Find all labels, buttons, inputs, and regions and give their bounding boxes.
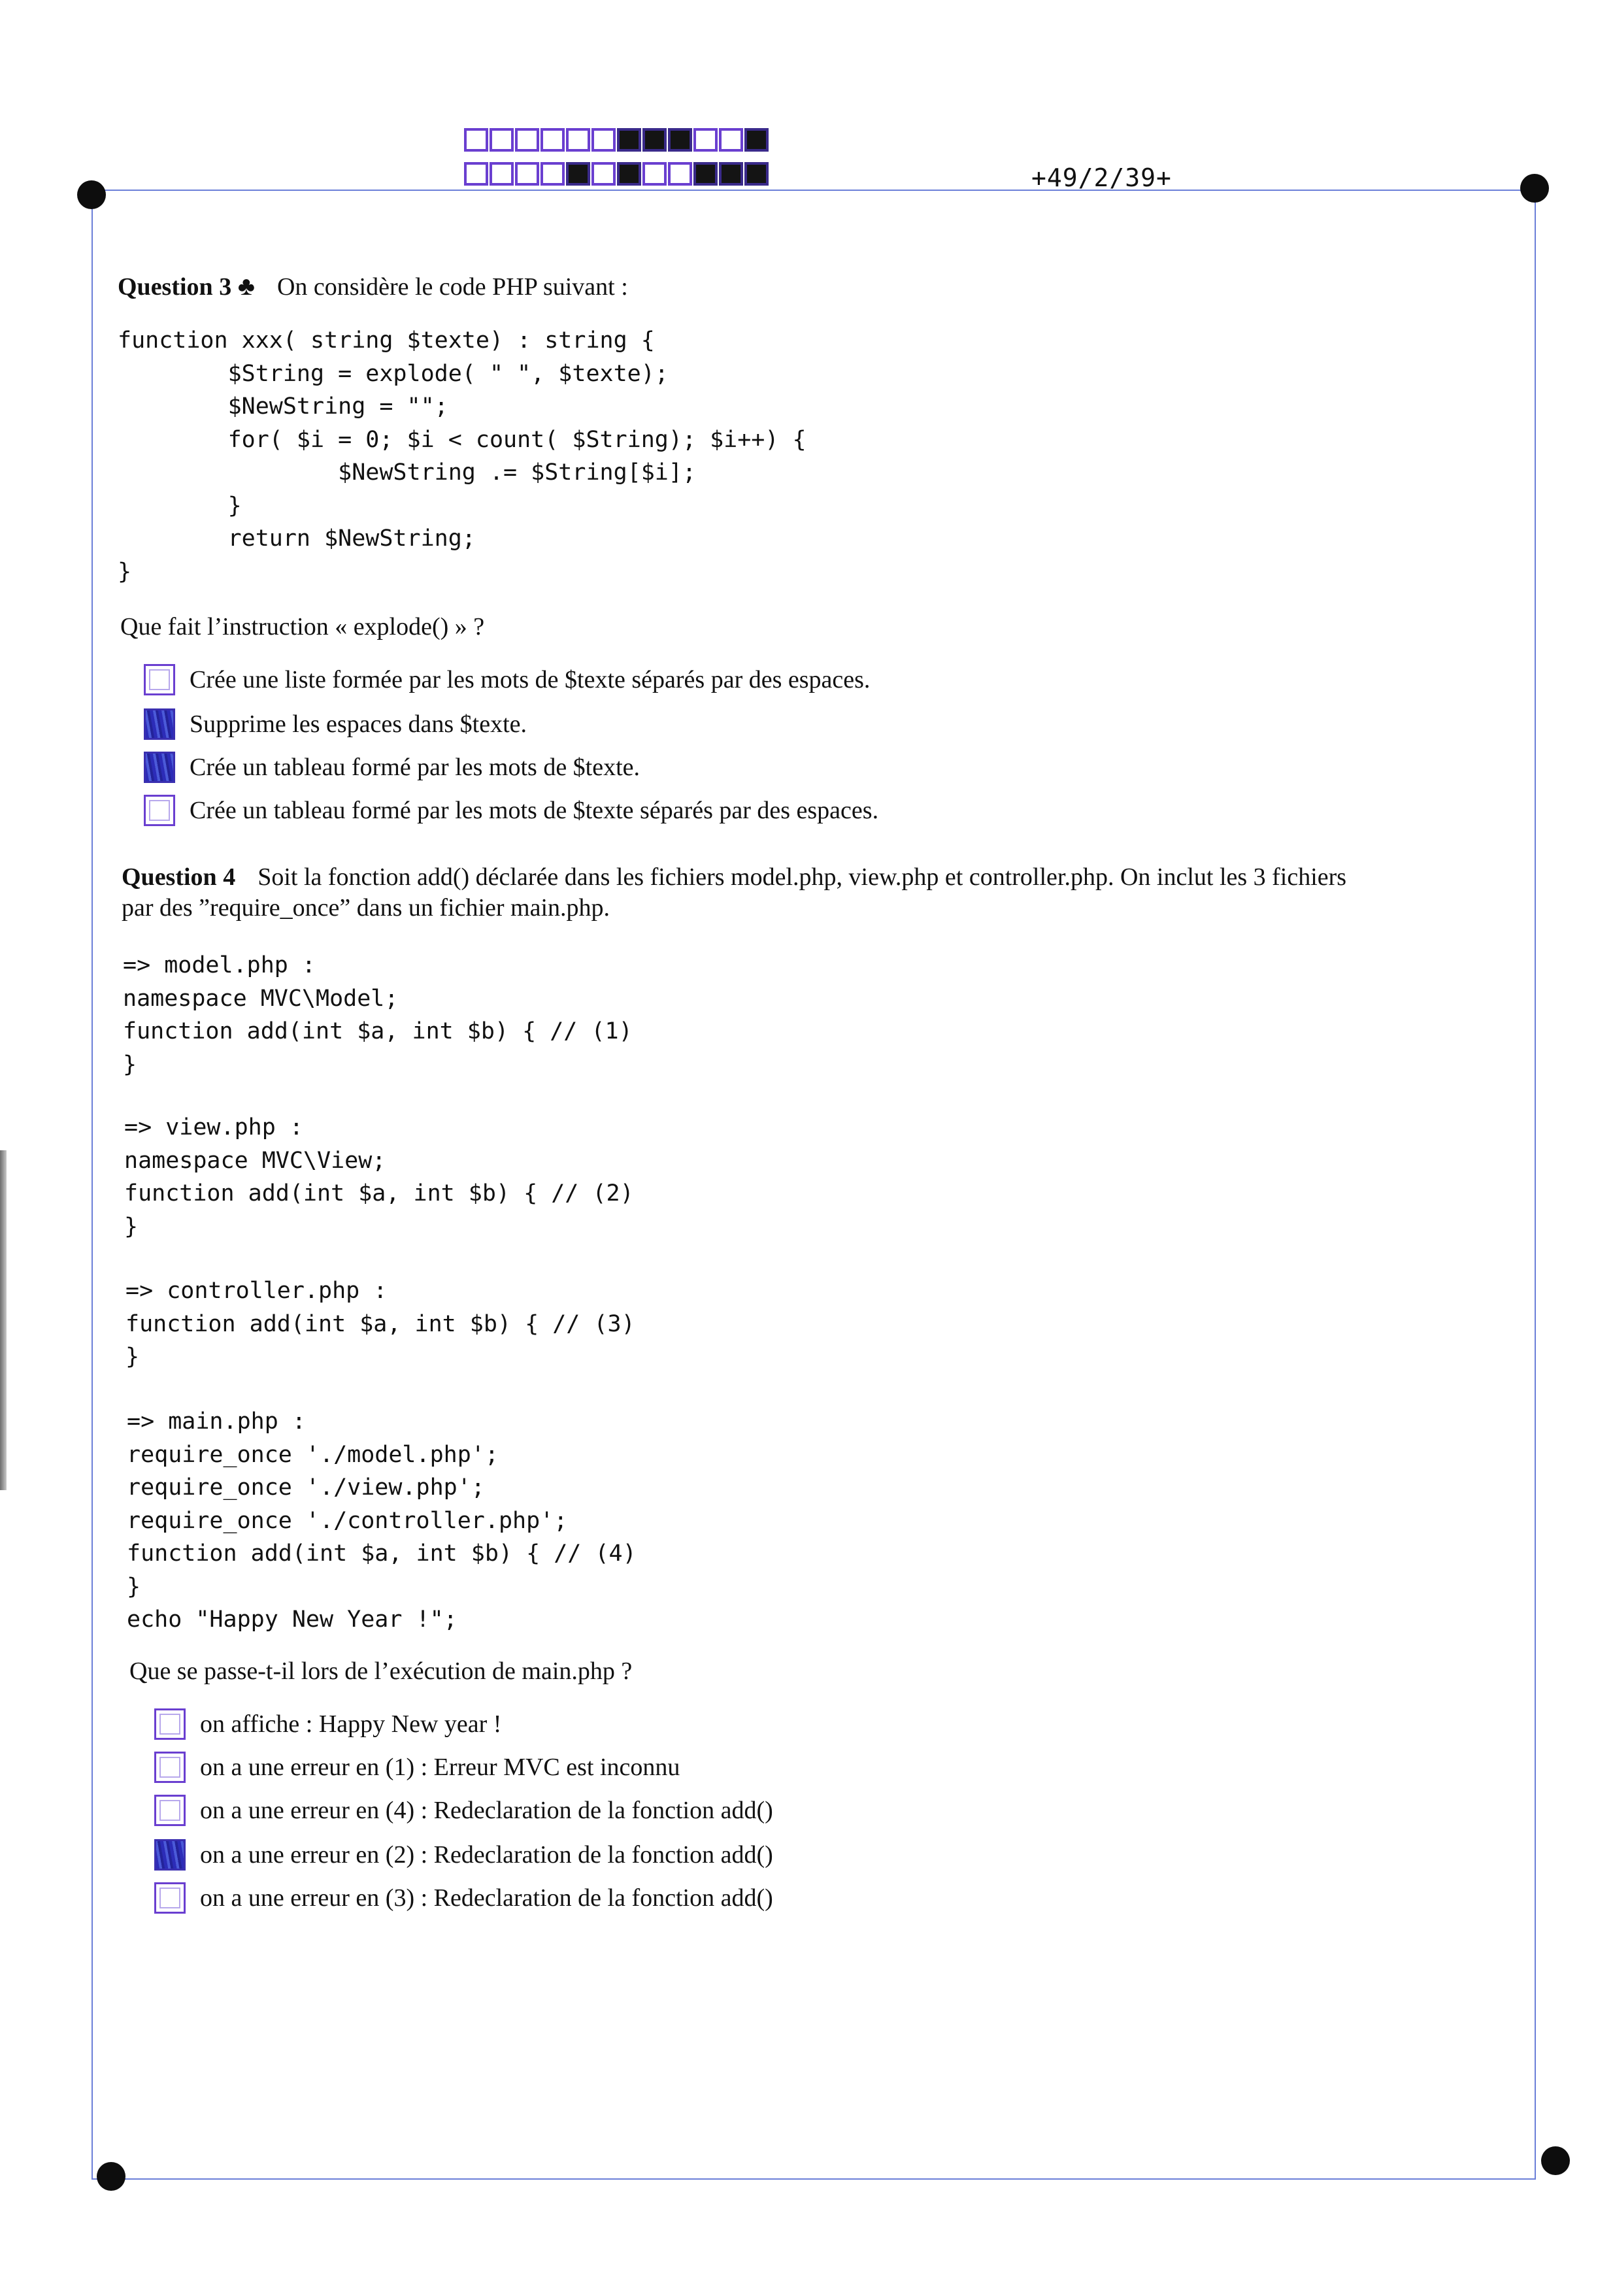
barcode-cell <box>490 162 514 186</box>
question-3-code: function xxx( string $texte) : string { $String = explode( " ", $texte); $NewString = ""; for( $i = 0; $i < count( $String); $i++) { $NewString .= $String[$i]; } return $NewString; } <box>118 327 806 585</box>
question-4-intro-line-1: Soit la fonction add() déclarée dans les fichiers model.php, view.php et controller.php. On inclut les 3 fichiers <box>258 863 1347 891</box>
code-main-php: => main.php : require_once './model.php'; require_once './view.php'; require_once './controller.php'; function add(int $a, int $b) { // (4) } echo "Happy New Year !"; <box>127 1408 637 1633</box>
q3-answer-1-text: Crée une liste formée par les mots de $texte séparés par des espaces. <box>190 666 871 693</box>
q3-answer-1-checkbox[interactable] <box>144 664 175 695</box>
question-3-heading <box>118 271 628 303</box>
q4-answer-5-text: on a une erreur en (3) : Redeclaration de la fonction add() <box>200 1884 773 1912</box>
barcode-cell <box>566 128 590 152</box>
question-4-intro-line-2: par des ”require_once” dans un fichier main.php. <box>122 894 610 922</box>
club-symbol: ♣ <box>237 271 255 301</box>
q3-answer-1[interactable] <box>144 664 870 695</box>
q3-answer-4-checkbox[interactable] <box>144 795 175 826</box>
q3-answer-2-checkbox[interactable] <box>144 708 175 740</box>
corner-mark-bottom-left <box>97 2162 125 2191</box>
q3-answer-3-checkbox[interactable] <box>144 752 175 783</box>
barcode-row-1 <box>464 128 770 152</box>
barcode-cell <box>693 128 718 152</box>
q4-answer-3-checkbox[interactable] <box>154 1795 186 1826</box>
q4-answer-4-text: on a une erreur en (2) : Redeclaration de la fonction add() <box>200 1841 773 1869</box>
barcode-cell <box>591 128 616 152</box>
q4-answer-5-checkbox[interactable] <box>154 1882 186 1914</box>
barcode-cell <box>668 128 692 152</box>
q4-answer-1-text: on affiche : Happy New year ! <box>200 1710 502 1738</box>
code-controller-php: => controller.php : function add(int $a, int $b) { // (3) } <box>125 1278 635 1370</box>
corner-mark-bottom-right <box>1541 2146 1570 2175</box>
barcode-cell <box>591 162 616 186</box>
barcode-cell <box>464 128 488 152</box>
barcode-cell <box>540 162 565 186</box>
q4-answer-2[interactable] <box>154 1752 680 1783</box>
q4-answer-4[interactable] <box>154 1839 773 1871</box>
q4-answer-5[interactable] <box>154 1882 773 1914</box>
question-3-intro: On considère le code PHP suivant : <box>276 273 628 301</box>
question-3-prompt: Que fait l’instruction « explode() » ? <box>120 613 485 641</box>
q4-answer-2-checkbox[interactable] <box>154 1752 186 1783</box>
scan-edge-shadow <box>0 1150 7 1490</box>
barcode-row-2 <box>464 162 770 186</box>
corner-mark-top-right <box>1520 174 1549 203</box>
q4-answer-3[interactable] <box>154 1795 773 1826</box>
code-model-php: => model.php : namespace MVC\Model; function add(int $a, int $b) { // (1) } <box>123 952 633 1078</box>
corner-mark-top-left <box>77 180 106 209</box>
question-4-prompt: Que se passe-t-il lors de l’exécution de main.php ? <box>129 1657 633 1685</box>
barcode-cell <box>617 128 641 152</box>
barcode-cell <box>515 162 539 186</box>
q3-answer-3[interactable] <box>144 752 640 783</box>
q3-answer-3-text: Crée un tableau formé par les mots de $texte. <box>190 754 640 781</box>
barcode-cell <box>693 162 718 186</box>
q4-answer-1-checkbox[interactable] <box>154 1708 186 1740</box>
barcode-cell <box>464 162 488 186</box>
barcode-cell <box>719 162 743 186</box>
barcode-cell <box>540 128 565 152</box>
barcode-cell <box>744 162 769 186</box>
question-4-heading <box>122 861 1346 893</box>
sheet-id: +49/2/39+ <box>1031 163 1172 192</box>
question-3-label: Question 3 ♣ <box>118 271 255 301</box>
barcode-cell <box>617 162 641 186</box>
q3-answer-4-text: Crée un tableau formé par les mots de $texte séparés par des espaces. <box>190 797 879 824</box>
barcode-cell <box>719 128 743 152</box>
q3-answer-2-text: Supprime les espaces dans $texte. <box>190 710 527 738</box>
barcode-cell <box>515 128 539 152</box>
barcode-cell <box>744 128 769 152</box>
barcode-cell <box>668 162 692 186</box>
q4-answer-1[interactable] <box>154 1708 501 1740</box>
q3-answer-4[interactable] <box>144 795 878 826</box>
question-4-label: Question 4 <box>122 863 236 891</box>
q3-answer-2[interactable] <box>144 708 527 740</box>
barcode-cell <box>642 162 667 186</box>
q4-answer-4-checkbox[interactable] <box>154 1839 186 1871</box>
code-view-php: => view.php : namespace MVC\View; function add(int $a, int $b) { // (2) } <box>124 1114 634 1240</box>
q4-answer-2-text: on a une erreur en (1) : Erreur MVC est inconnu <box>200 1754 680 1781</box>
barcode-cell <box>566 162 590 186</box>
barcode-cell <box>490 128 514 152</box>
barcode-cell <box>642 128 667 152</box>
q4-answer-3-text: on a une erreur en (4) : Redeclaration de la fonction add() <box>200 1797 773 1824</box>
